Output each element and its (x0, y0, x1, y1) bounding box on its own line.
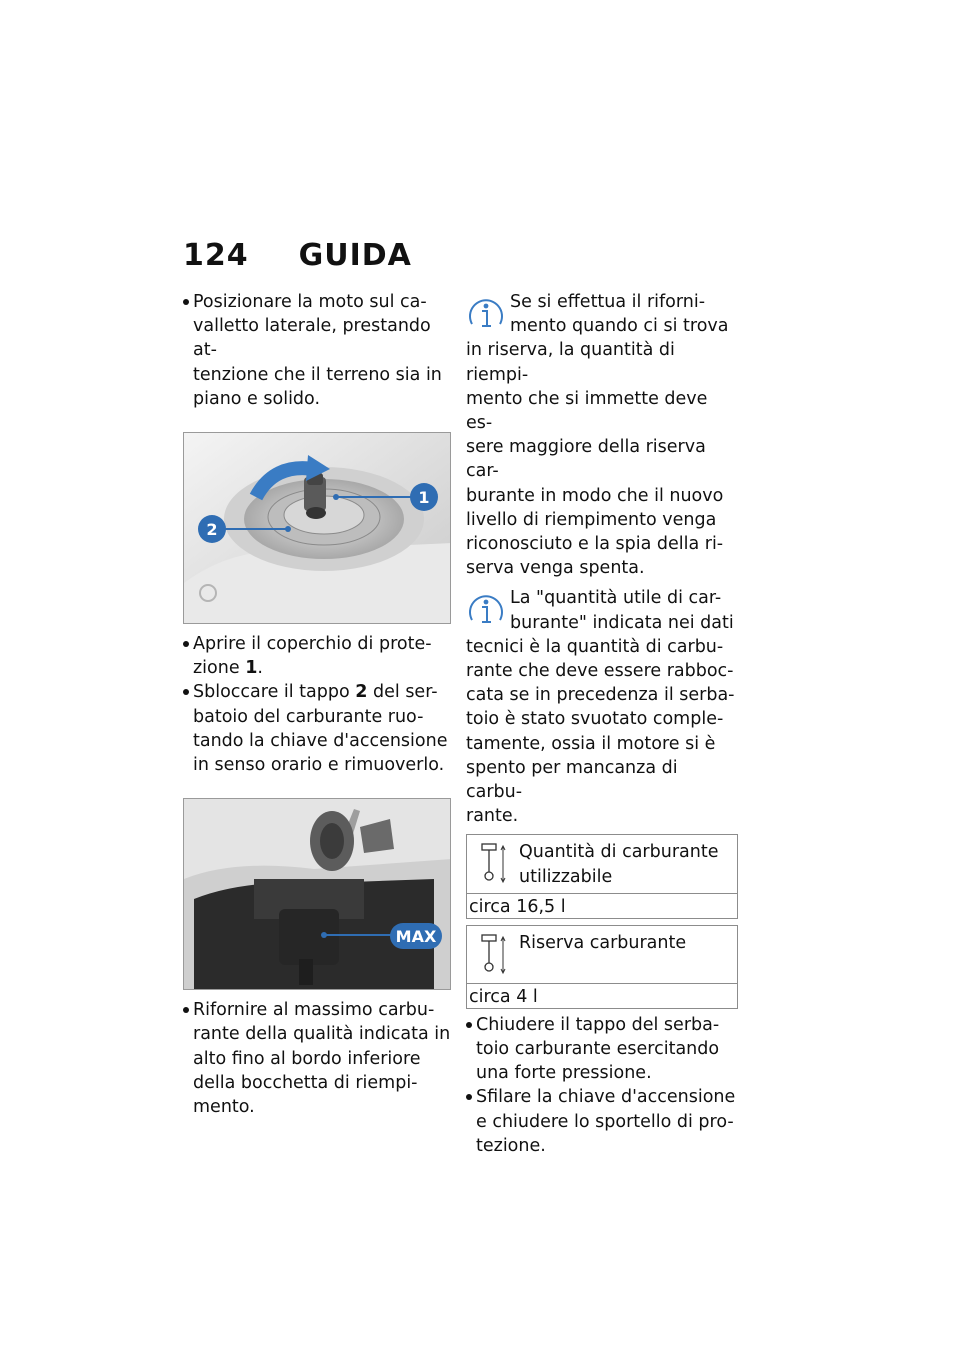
left-column (183, 290, 451, 1119)
section-title: GUIDA (298, 238, 412, 273)
step-open-cover: Aprire il coperchio di prote- zione 1. (183, 632, 451, 680)
right-column (466, 290, 738, 1158)
step-unlock-cap: Sbloccare il tappo 2 del ser- batoio del carburante ruo- tando la chiave d'accensione in senso orario e rimuoverlo. (183, 680, 451, 777)
fuel-cap-illustration (184, 433, 451, 624)
note-usable-fuel: La "quantità utile di car- burante" indicata nei dati tecnici è la quantità di carbu- rante che deve essere rabboc- cata se in precedenza il serba- toio è stato svuotato comple- tamente, ossia il motore si è spento per mancanza di carbu- rante. (466, 588, 735, 827)
spec-fuel-reserve (466, 925, 738, 1009)
step-position-bike: Posizionare la moto sul ca- valletto laterale, prestando at- tenzione che il terreno sia in piano e solido. (183, 290, 451, 411)
page-number: 124 (183, 238, 249, 273)
note-reserve: Se si effettua il riforni- mento quando ci si trova in riserva, la quantità di riempi- mento che si immette deve es- sere maggiore della riserva car- burante in modo che il nuovo livello di riempimento venga riconosciuto e la spia della ri- serva venga spenta. (466, 292, 729, 579)
spec-usable-fuel (466, 834, 738, 918)
spec-title: Quantità di carburante (519, 842, 719, 863)
step-remove-key: Sfilare la chiave d'accensione e chiudere lo sportello di pro- tezione. (466, 1085, 738, 1158)
fuel-cap-figure (183, 432, 451, 624)
fuel-gauge-icon (481, 842, 507, 886)
info-icon (466, 294, 506, 334)
step-refuel: Rifornire al massimo carbu- rante della qualità indicata in alto fino al bordo inferiore della bocchetta di riempi- mento. (183, 998, 451, 1119)
spec-title-2: utilizzabile (519, 866, 613, 887)
spec-value: circa 4 l (469, 986, 538, 1007)
page-header (183, 238, 412, 278)
step-close-cap: Chiudere il tappo del serba- toio carburante esercitando una forte pressione. (466, 1013, 738, 1086)
callout-1: 1 (418, 488, 430, 508)
spec-value: circa 16,5 l (469, 896, 566, 917)
filler-neck-illustration (184, 799, 451, 990)
info-icon (466, 590, 506, 630)
fuel-filler-figure (183, 798, 451, 990)
callout-2: 2 (206, 520, 218, 540)
callout-max: MAX (395, 927, 437, 947)
spec-title: Riserva carburante (519, 932, 687, 953)
fuel-gauge-icon (481, 933, 507, 977)
